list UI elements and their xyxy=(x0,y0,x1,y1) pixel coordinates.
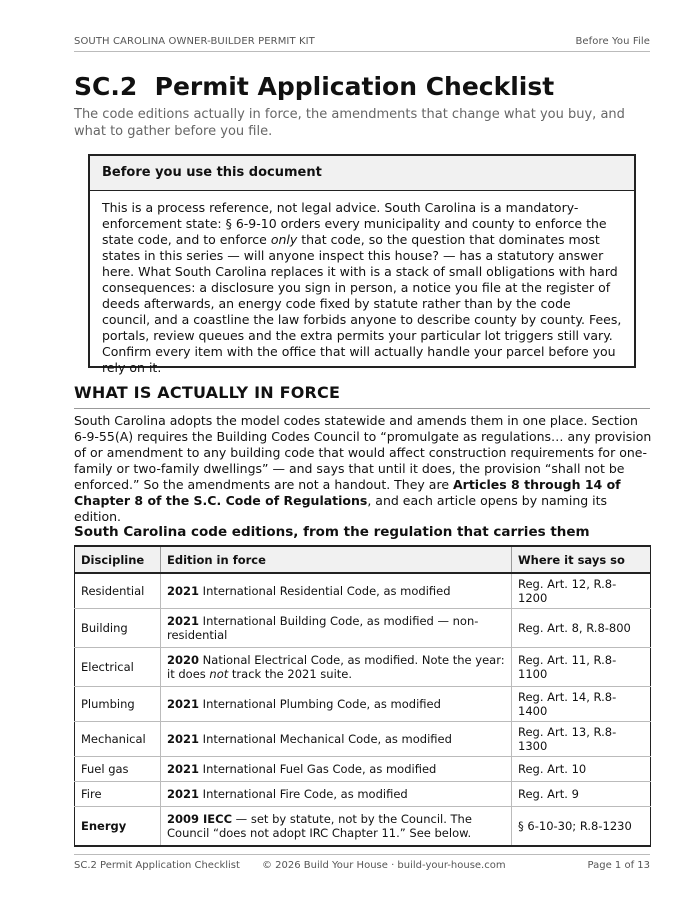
callout-body xyxy=(90,191,634,376)
callout-emphasis: only xyxy=(270,232,298,247)
section-heading: WHAT IS ACTUALLY IN FORCE xyxy=(74,383,650,409)
column-header: Edition in force xyxy=(161,546,512,573)
edition-cell xyxy=(161,573,512,609)
edition-year: 2020 xyxy=(167,653,200,667)
edition-year: 2021 xyxy=(167,732,200,746)
para-text-2: , and each article opens by naming its edition. xyxy=(74,493,608,524)
edition-text: International Mechanical Code, as modified xyxy=(199,732,452,746)
discipline-cell: Building xyxy=(75,609,161,648)
table-row xyxy=(75,609,651,648)
source-cell: § 6-10-30; R.8-1230 xyxy=(512,807,651,846)
table-row xyxy=(75,782,651,807)
edition-year: 2021 xyxy=(167,584,200,598)
page-footer xyxy=(74,854,650,871)
source-cell: Reg. Art. 11, R.8-1100 xyxy=(512,648,651,687)
callout-text-2: that code, so the question that dominates most states in this series — will anyone inspect this house? — has a statutory answer here. What South Carolina replaces it with is a stack of small obligations with hard consequences: a disclosure you sign in person, a notice you file at the register of deeds afterwards, an energy code fixed by statute rather than by the code council, and a coastline the law forbids anyone to describe county by county. Fees, portals, review queues and the extra permits your particular lot triggers still vary. Confirm every item with the office that will actually handle your parcel before you rely on it. xyxy=(102,232,622,375)
table-row xyxy=(75,687,651,722)
callout-text-1: This is a process reference, not legal advice. South Carolina is a mandatory-enforcement state: § 6-9-10 orders every municipality and county to enforce the state code, and to enforce xyxy=(102,200,607,247)
para-text-1: South Carolina adopts the model codes statewide and amends them in one place. Section 6-9-55(A) requires the Building Codes Council to “promulgate as regulations… any provision of or amendment to any building code that would affect construction requirements for one-family or two-family dwellings” — and says that until it does, the provision “shall not be enforced.” So the amendments are not a handout. They are xyxy=(74,413,652,492)
source-cell: Reg. Art. 14, R.8-1400 xyxy=(512,687,651,722)
code-editions-table xyxy=(74,545,651,847)
page-subtitle: The code editions actually in force, the amendments that change what you buy, and what to gather before you file. xyxy=(74,107,625,139)
table-caption: South Carolina code editions, from the regulation that carries them xyxy=(74,524,590,540)
source-cell: Reg. Art. 10 xyxy=(512,757,651,782)
edition-cell xyxy=(161,757,512,782)
page-title: SC.2 Permit Application Checklist xyxy=(74,72,555,101)
table-row xyxy=(75,573,651,609)
source-cell: Reg. Art. 9 xyxy=(512,782,651,807)
discipline-cell: Mechanical xyxy=(75,722,161,757)
section-paragraph xyxy=(74,413,654,525)
footer-page-number: Page 1 of 13 xyxy=(587,860,650,871)
discipline-cell: Energy xyxy=(75,807,161,846)
footer-doc-title: SC.2 Permit Application Checklist xyxy=(74,860,240,871)
edition-cell xyxy=(161,648,512,687)
source-cell: Reg. Art. 13, R.8-1300 xyxy=(512,722,651,757)
table-row xyxy=(75,648,651,687)
disclaimer-callout xyxy=(88,154,636,375)
footer-copyright: © 2026 Build Your House · build-your-house.com xyxy=(261,860,506,871)
edition-text: — set by statute, not by the Council. The Council “does not adopt IRC Chapter 11.” See below. xyxy=(167,811,472,840)
edition-year: 2021 xyxy=(167,614,200,628)
edition-cell xyxy=(161,782,512,807)
edition-year: 2021 xyxy=(167,762,200,776)
discipline-cell: Plumbing xyxy=(75,687,161,722)
edition-year: 2021 xyxy=(167,787,200,801)
edition-text: International Residential Code, as modified xyxy=(199,584,451,598)
discipline-cell: Residential xyxy=(75,573,161,609)
edition-text: International Building Code, as modified — non-residential xyxy=(167,614,479,642)
table-row xyxy=(75,757,651,782)
callout-heading: Before you use this document xyxy=(90,156,634,191)
para-bold: Articles 8 through 14 of Chapter 8 of the S.C. Code of Regulations xyxy=(74,477,621,508)
edition-cell xyxy=(161,807,512,846)
discipline-cell: Fire xyxy=(75,782,161,807)
edition-cell xyxy=(161,609,512,648)
header-kit-title: SOUTH CAROLINA OWNER-BUILDER PERMIT KIT xyxy=(74,36,315,47)
table-row xyxy=(75,807,651,846)
edition-text: International Fuel Gas Code, as modified xyxy=(199,762,437,776)
source-cell: Reg. Art. 12, R.8-1200 xyxy=(512,573,651,609)
edition-year: 2009 IECC xyxy=(167,811,233,826)
edition-text: International Plumbing Code, as modified xyxy=(199,697,441,711)
header-section-label: Before You File xyxy=(575,36,650,47)
edition-text: International Fire Code, as modified xyxy=(199,787,408,801)
discipline-cell: Electrical xyxy=(75,648,161,687)
discipline-cell: Fuel gas xyxy=(75,757,161,782)
table-row xyxy=(75,722,651,757)
edition-year: 2021 xyxy=(167,697,200,711)
edition-cell xyxy=(161,687,512,722)
edition-emphasis: not xyxy=(209,667,229,681)
edition-text-after: track the 2021 suite. xyxy=(228,667,353,681)
edition-text: National Electrical Code, as modified. Note the year: it does xyxy=(167,653,505,681)
column-header: Discipline xyxy=(75,546,161,573)
running-header xyxy=(74,36,650,52)
edition-cell xyxy=(161,722,512,757)
column-header: Where it says so xyxy=(512,546,651,573)
source-cell: Reg. Art. 8, R.8-800 xyxy=(512,609,651,648)
table-header-row xyxy=(75,546,651,573)
